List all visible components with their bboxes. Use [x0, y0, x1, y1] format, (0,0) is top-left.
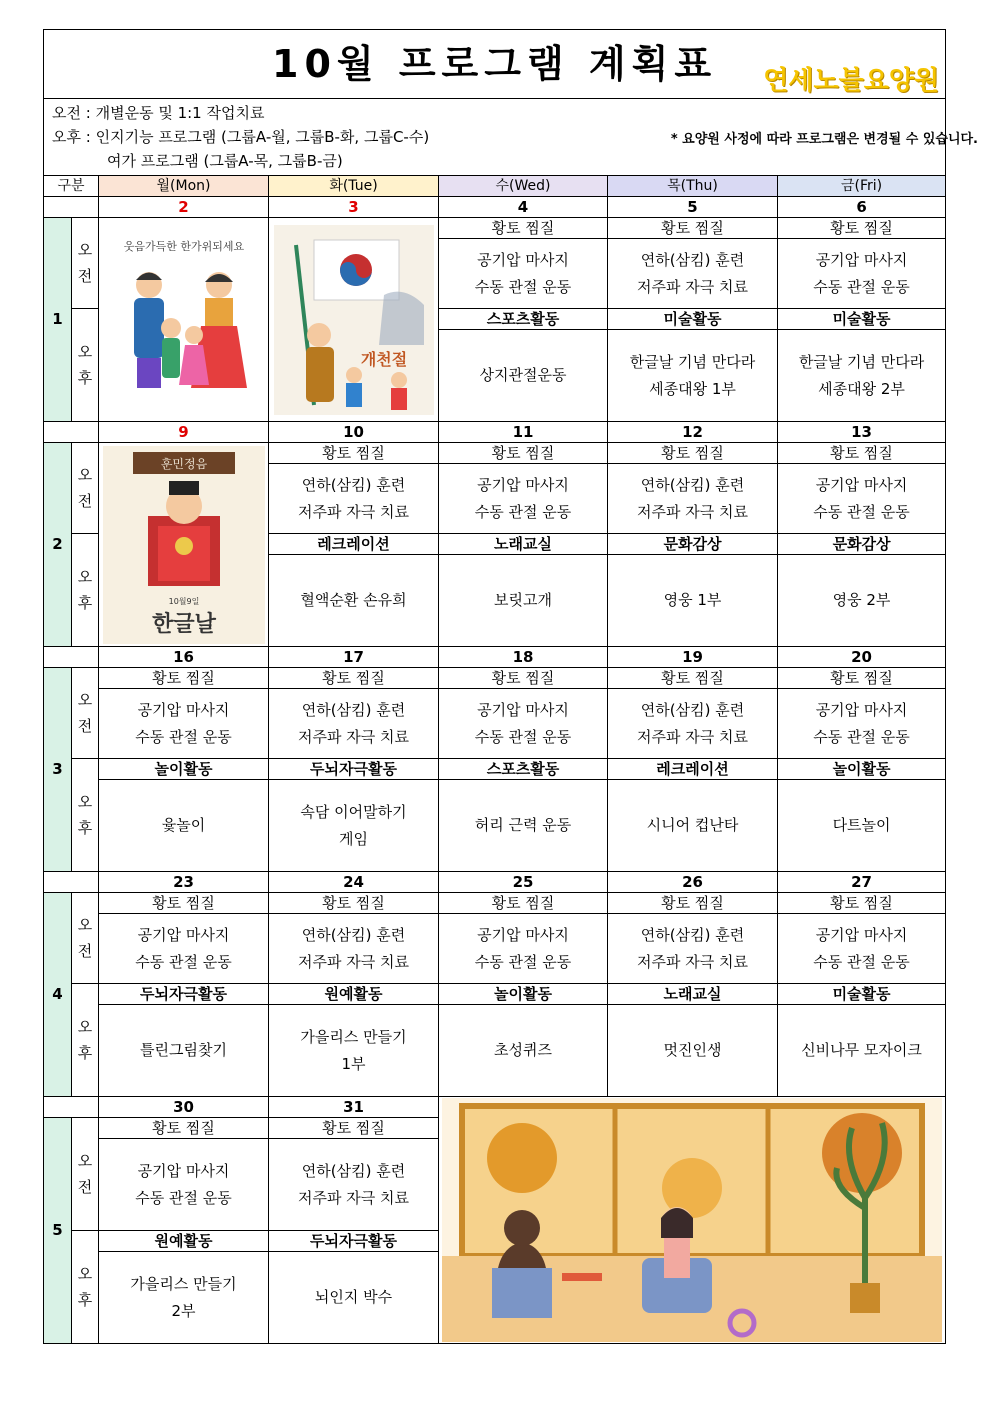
info-am: 오전 : 개별운동 및 1:1 작업치료	[52, 104, 265, 122]
svg-text:개천절: 개천절	[360, 349, 407, 369]
date-cell: 16	[99, 647, 269, 668]
am-activity: 황토 찜질	[99, 893, 269, 914]
date-cell: 19	[608, 647, 778, 668]
date-cell: 17	[269, 647, 439, 668]
week-number: 2	[44, 443, 72, 647]
pm-activity: 영웅 1부	[608, 555, 778, 647]
am-activity: 황토 찜질	[608, 443, 778, 464]
svg-text:10월9일: 10월9일	[168, 596, 199, 606]
pm-category: 두뇌자극활동	[269, 1231, 439, 1252]
pm-activity: 가을리스 만들기 2부	[99, 1252, 269, 1344]
schedule-sheet	[43, 29, 945, 1365]
pm-category: 두뇌자극활동	[99, 984, 269, 1005]
am-therapy: 공기압 마사지 수동 관절 운동	[439, 689, 608, 759]
schedule-note: * 요양원 사정에 따라 프로그램은 변경될 수 있습니다.	[670, 132, 978, 147]
autumn-window-scene-icon	[442, 1098, 942, 1342]
am-activity: 황토 찜질	[778, 893, 946, 914]
am-activity: 황토 찜질	[269, 893, 439, 914]
am-activity: 황토 찜질	[439, 443, 608, 464]
date-cell: 31	[269, 1097, 439, 1118]
pm-label: 오 후	[72, 534, 99, 647]
pm-category: 스포츠활동	[439, 309, 608, 330]
am-activity: 황토 찜질	[778, 218, 946, 239]
svg-text:한글날: 한글날	[151, 611, 216, 637]
pm-category: 미술활동	[778, 984, 946, 1005]
am-therapy: 공기압 마사지 수동 관절 운동	[778, 464, 946, 534]
pm-activity: 허리 근력 운동	[439, 780, 608, 872]
date-cell: 5	[608, 197, 778, 218]
week2-date-row	[44, 422, 946, 443]
pm-category: 문화감상	[608, 534, 778, 555]
date-cell: 18	[439, 647, 608, 668]
week1-date-row	[44, 197, 946, 218]
am-therapy: 공기압 마사지 수동 관절 운동	[99, 1139, 269, 1231]
king-sejong-icon	[103, 446, 265, 644]
pm-activity: 영웅 2부	[778, 555, 946, 647]
am-activity: 황토 찜질	[99, 1118, 269, 1139]
date-cell: 2	[99, 197, 269, 218]
chuseok-illustration	[99, 218, 269, 422]
am-therapy: 연하(삼킴) 훈련 저주파 자극 치료	[608, 464, 778, 534]
pm-category: 두뇌자극활동	[269, 759, 439, 780]
pm-activity: 초성퀴즈	[439, 1005, 608, 1097]
svg-text:훈민정음: 훈민정음	[160, 456, 207, 471]
pm-activity: 멋진인생	[608, 1005, 778, 1097]
pm-activity: 시니어 컵난타	[608, 780, 778, 872]
taegukgi-flag-icon	[274, 225, 434, 415]
am-therapy: 공기압 마사지 수동 관절 운동	[778, 914, 946, 984]
pm-category: 노래교실	[608, 984, 778, 1005]
page-title: 10월 프로그램 계획표	[272, 42, 718, 86]
schedule-table	[43, 29, 946, 1344]
am-label: 오 전	[72, 443, 99, 534]
am-therapy: 공기압 마사지 수동 관절 운동	[99, 914, 269, 984]
pm-label: 오 후	[72, 759, 99, 872]
pm-activity: 혈액순환 손유희	[269, 555, 439, 647]
pm-category: 문화감상	[778, 534, 946, 555]
family-hanbok-icon	[109, 230, 259, 410]
pm-activity: 윷놀이	[99, 780, 269, 872]
date-cell: 24	[269, 872, 439, 893]
date-cell: 23	[99, 872, 269, 893]
pm-category: 노래교실	[439, 534, 608, 555]
am-label: 오 전	[72, 1118, 99, 1231]
header-mon: 월(Mon)	[99, 176, 269, 197]
date-cell: 9	[99, 422, 269, 443]
am-activity: 황토 찜질	[778, 443, 946, 464]
am-activity: 황토 찜질	[439, 218, 608, 239]
pm-category: 놀이활동	[439, 984, 608, 1005]
date-cell: 11	[439, 422, 608, 443]
gaecheonjeol-illustration	[269, 218, 439, 422]
header-fri: 금(Fri)	[778, 176, 946, 197]
am-therapy: 공기압 마사지 수동 관절 운동	[439, 914, 608, 984]
week-number: 4	[44, 893, 72, 1097]
header-gubun: 구분	[44, 176, 99, 197]
am-therapy: 연하(삼킴) 훈련 저주파 자극 치료	[269, 914, 439, 984]
header-tue: 화(Tue)	[269, 176, 439, 197]
date-cell: 3	[269, 197, 439, 218]
am-activity: 황토 찜질	[439, 893, 608, 914]
pm-category: 미술활동	[608, 309, 778, 330]
week-number: 1	[44, 218, 72, 422]
pm-activity: 속담 이어말하기 게임	[269, 780, 439, 872]
am-therapy: 연하(삼킴) 훈련 저주파 자극 치료	[608, 239, 778, 309]
am-therapy: 공기압 마사지 수동 관절 운동	[778, 239, 946, 309]
am-activity: 황토 찜질	[608, 893, 778, 914]
title-row	[44, 30, 946, 99]
am-activity: 황토 찜질	[778, 668, 946, 689]
week-number: 5	[44, 1118, 72, 1344]
am-therapy: 공기압 마사지 수동 관절 운동	[778, 689, 946, 759]
pm-category: 원예활동	[269, 984, 439, 1005]
date-cell: 30	[99, 1097, 269, 1118]
am-therapy: 공기압 마사지 수동 관절 운동	[439, 239, 608, 309]
header-wed: 수(Wed)	[439, 176, 608, 197]
pm-category: 레크레이션	[608, 759, 778, 780]
am-activity: 황토 찜질	[608, 218, 778, 239]
pm-activity: 보릿고개	[439, 555, 608, 647]
pm-activity: 가을리스 만들기 1부	[269, 1005, 439, 1097]
date-cell: 26	[608, 872, 778, 893]
week-number: 3	[44, 668, 72, 872]
am-therapy: 연하(삼킴) 훈련 저주파 자극 치료	[269, 689, 439, 759]
date-cell: 12	[608, 422, 778, 443]
brand-logo: 연세노블요양원	[763, 66, 940, 96]
pm-category: 스포츠활동	[439, 759, 608, 780]
header-thu: 목(Thu)	[608, 176, 778, 197]
am-label: 오 전	[72, 668, 99, 759]
info-pm: 오후 : 인지기능 프로그램 (그룹A-월, 그룹B-화, 그룹C-수)	[52, 128, 430, 146]
pm-activity: 뇌인지 박수	[269, 1252, 439, 1344]
pm-activity: 한글날 기념 만다라 세종대왕 2부	[778, 330, 946, 422]
week4-date-row	[44, 872, 946, 893]
pm-activity: 신비나무 모자이크	[778, 1005, 946, 1097]
date-cell: 13	[778, 422, 946, 443]
am-therapy: 연하(삼킴) 훈련 저주파 자극 치료	[608, 689, 778, 759]
date-cell: 10	[269, 422, 439, 443]
am-label: 오 전	[72, 893, 99, 984]
am-activity: 황토 찜질	[269, 1118, 439, 1139]
am-therapy: 공기압 마사지 수동 관절 운동	[439, 464, 608, 534]
pm-label: 오 후	[72, 309, 99, 422]
pm-category: 놀이활동	[99, 759, 269, 780]
am-therapy: 공기압 마사지 수동 관절 운동	[99, 689, 269, 759]
pm-label: 오 후	[72, 1231, 99, 1344]
week3-date-row	[44, 647, 946, 668]
date-cell: 4	[439, 197, 608, 218]
am-activity: 황토 찜질	[269, 443, 439, 464]
autumn-illustration	[439, 1097, 946, 1344]
am-activity: 황토 찜질	[269, 668, 439, 689]
hangulnal-illustration	[99, 443, 269, 647]
pm-category: 미술활동	[778, 309, 946, 330]
pm-label: 오 후	[72, 984, 99, 1097]
week5-date-row	[44, 1097, 946, 1118]
pm-activity: 다트놀이	[778, 780, 946, 872]
am-therapy: 연하(삼킴) 훈련 저주파 자극 치료	[269, 1139, 439, 1231]
am-activity: 황토 찜질	[439, 668, 608, 689]
header-row	[44, 176, 946, 197]
info-pm-2: 여가 프로그램 (그룹A-목, 그룹B-금)	[107, 152, 343, 170]
date-cell: 6	[778, 197, 946, 218]
am-label: 오 전	[72, 218, 99, 309]
date-cell: 20	[778, 647, 946, 668]
pm-activity: 한글날 기념 만다라 세종대왕 1부	[608, 330, 778, 422]
svg-text:웃음가득한 한가위되세요: 웃음가득한 한가위되세요	[123, 239, 244, 253]
pm-category: 원예활동	[99, 1231, 269, 1252]
date-cell: 25	[439, 872, 608, 893]
pm-category: 레크레이션	[269, 534, 439, 555]
am-therapy: 연하(삼킴) 훈련 저주파 자극 치료	[608, 914, 778, 984]
pm-category: 놀이활동	[778, 759, 946, 780]
am-activity: 황토 찜질	[99, 668, 269, 689]
date-cell: 27	[778, 872, 946, 893]
am-activity: 황토 찜질	[608, 668, 778, 689]
pm-activity: 틀린그림찾기	[99, 1005, 269, 1097]
pm-activity: 상지관절운동	[439, 330, 608, 422]
am-therapy: 연하(삼킴) 훈련 저주파 자극 치료	[269, 464, 439, 534]
